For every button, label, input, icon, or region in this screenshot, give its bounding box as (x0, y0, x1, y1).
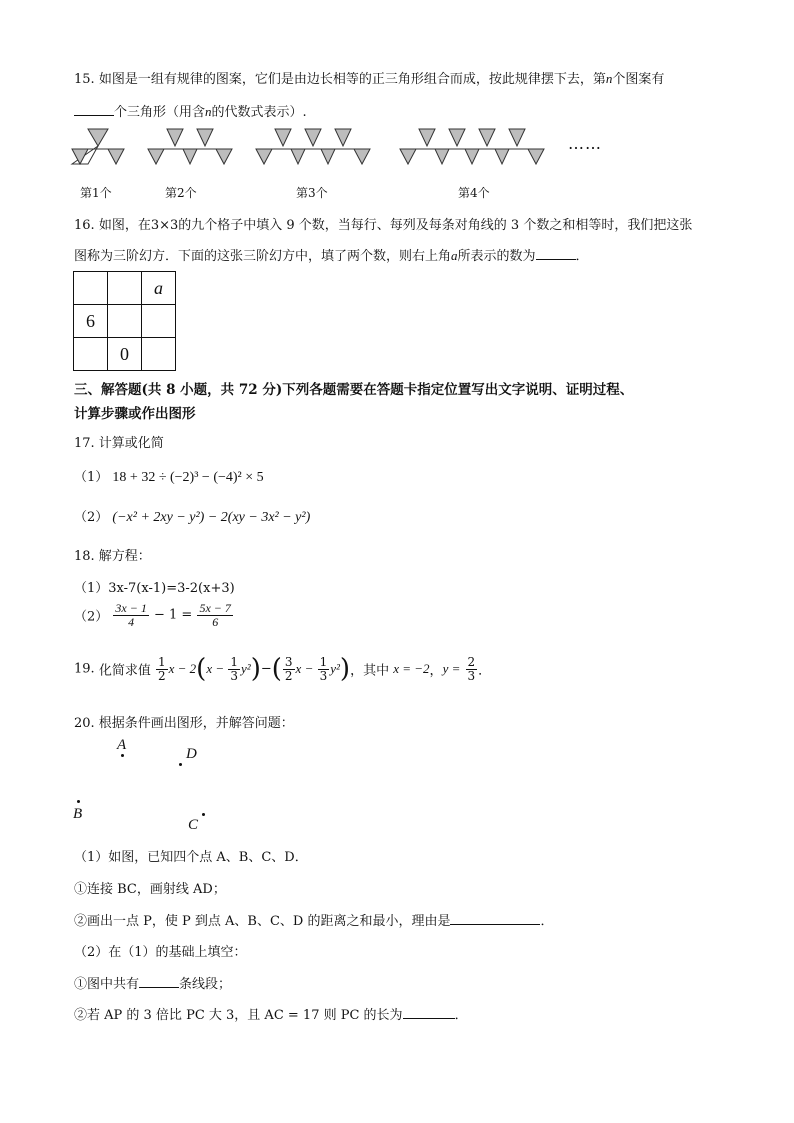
q17-p1-label: （1） (74, 470, 109, 485)
q19-frac-3-2: $\frac{3}{2}$ (284, 654, 293, 683)
pattern-1 (72, 129, 124, 164)
q17-p1-expr: 18 + 32 ÷ (−2)³ − (−4)² × 5 (112, 470, 264, 485)
q16-end: ． (575, 249, 589, 264)
q17-part1 (74, 466, 264, 486)
q20-step4 (74, 1004, 468, 1023)
q19-sep: ， (429, 663, 443, 679)
magic-cell (74, 272, 108, 305)
q20-step2 (74, 910, 553, 929)
caption-4: 第4个 (458, 186, 490, 200)
q20-step1: ①连接 BC，画射线 AD； (74, 882, 226, 897)
caption-2: 第2个 (165, 186, 197, 200)
q15-number: 15. (74, 72, 95, 87)
q18-title: 18. 解方程： (74, 549, 151, 564)
point-d (179, 763, 182, 766)
q20-pc-blank[interactable] (403, 1005, 455, 1019)
q17-part2 (74, 506, 310, 526)
magic-row (74, 338, 176, 371)
q15-line2 (74, 101, 307, 120)
q15-answer-blank[interactable] (74, 102, 114, 116)
q17-p2-label: （2） (74, 510, 109, 525)
magic-cell (142, 338, 176, 371)
magic-cell (74, 338, 108, 371)
q20-segments-blank[interactable] (139, 974, 179, 988)
q19-y-num: 2 (467, 654, 476, 669)
q16-answer-blank[interactable] (536, 246, 576, 260)
q15-text-d: 的代数式表示）. (211, 105, 307, 120)
q17-title: 17. 计算或化简 (74, 436, 164, 451)
magic-square (73, 271, 176, 371)
q16-line2 (74, 245, 589, 264)
point-b-label: B (73, 806, 83, 822)
q20-title: 20. 根据条件画出图形，并解答问题： (74, 716, 294, 731)
magic-cell (108, 305, 142, 338)
pattern-ellipsis: …… (568, 134, 602, 153)
q20-step2-end: ． (540, 914, 554, 929)
point-a (121, 754, 124, 757)
q18-p2-label: （2） (74, 609, 109, 625)
section3-heading-2: 计算步骤或作出图形 (74, 406, 196, 422)
point-c (202, 813, 205, 816)
point-d-label: D (186, 746, 197, 762)
point-c-label: C (188, 817, 199, 833)
magic-cell: 6 (74, 305, 108, 338)
caption-1: 第1个 (80, 186, 112, 200)
q20-part1: （1）如图，已知四个点 A、B、C、D． (74, 850, 308, 865)
section3-heading-1: 三、解答题(共 8 小题，共 72 分)下列各题需要在答题卡指定位置写出文字说明、证明过程、 (74, 382, 634, 398)
magic-cell: a (142, 272, 176, 305)
q18-frac1 (113, 602, 148, 628)
q20-step3 (74, 973, 231, 992)
q15-text-c: 个三角形（用含 (114, 105, 206, 120)
q17-p2-expr: (−x² + 2xy − y²) − 2(xy − 3x² − y²) (112, 510, 311, 525)
q19-tail: ，其中 (350, 663, 390, 679)
q20-reason-blank[interactable] (450, 911, 540, 925)
pattern-3 (256, 129, 370, 164)
q20-step4-text: ②若 AP 的 3 倍比 PC 大 3，且 AC = 17 则 PC 的长为 (74, 1008, 403, 1023)
q19-end: ． (478, 663, 492, 679)
q18-frac2 (197, 602, 232, 628)
magic-row (74, 272, 176, 305)
q19-number: 19. (74, 661, 95, 677)
q19-cond-x: x = −2 (393, 661, 430, 676)
q15-var-n: n (605, 71, 613, 86)
q15-text-b: 个图案有 (612, 72, 665, 87)
q18-part1: （1）3x-7(x-1)=3-2(x+3) (74, 581, 235, 596)
q19-y-den: 3 (467, 668, 476, 683)
q15-line1 (74, 68, 664, 87)
q19-line: 19. 化简求值 $\frac{1}{2}$ x − 2(x − $\frac{1}{3}$ y²)−( $\frac{3}{2}$ x − $\frac{1}{3}$ y²)，其中 x = −2，y = $\frac{2}{3}$ ． (74, 654, 492, 684)
q19-lead: 化简求值 (98, 663, 151, 679)
q18-frac2-den: 6 (212, 614, 219, 629)
q18-frac1-den: 4 (128, 614, 135, 629)
q19-frac-third-2: $\frac{1}{3}$ (319, 654, 328, 683)
q16-text-c: 所表示的数为 (457, 249, 536, 264)
q19-frac-third: $\frac{1}{3}$ (230, 654, 239, 683)
magic-row (74, 305, 176, 338)
magic-cell (142, 305, 176, 338)
q16-text-a: 如图，在3×3的九个格子中填入 9 个数，当每行、每列及每条对角线的 3 个数之和相等时，我们把这张 (98, 218, 693, 233)
point-b (77, 800, 80, 803)
q20-step3-text: ①图中共有 (74, 977, 140, 992)
q16-line1 (74, 214, 692, 233)
q18-frac2-num: 5x − 7 (199, 601, 231, 615)
pattern-2 (148, 129, 232, 164)
point-a-label: A (117, 737, 127, 753)
q16-var-a: a (451, 248, 458, 263)
q16-text-b: 图称为三阶幻方．下面的这张三阶幻方中，填了两个数，则右上角 (74, 249, 452, 264)
triangle-patterns (70, 124, 640, 170)
pattern-4 (400, 129, 544, 164)
magic-cell (108, 272, 142, 305)
q15-text: 如图是一组有规律的图案，它们是由边长相等的正三角形组合而成，按此规律摆下去，第 (98, 72, 606, 87)
q20-step3-tail: 条线段； (179, 977, 232, 992)
q20-part2: （2）在（1）的基础上填空： (74, 945, 247, 960)
q18-frac1-num: 3x − 1 (115, 601, 147, 615)
q19-frac-y (466, 656, 478, 682)
q18-mid: − 1 = (154, 607, 193, 623)
caption-3: 第3个 (296, 186, 328, 200)
q19-frac-half: $\frac{1}{2}$ (157, 654, 166, 683)
q20-step4-end: ． (454, 1008, 468, 1023)
q19-cond-y: y = (442, 661, 461, 676)
q20-step2-text: ②画出一点 P，使 P 到点 A、B、C、D 的距离之和最小，理由是 (74, 914, 451, 929)
q15-var-n2: n (205, 104, 212, 119)
q16-number: 16. (74, 218, 95, 233)
q18-part2 (74, 602, 234, 628)
magic-cell: 0 (108, 338, 142, 371)
